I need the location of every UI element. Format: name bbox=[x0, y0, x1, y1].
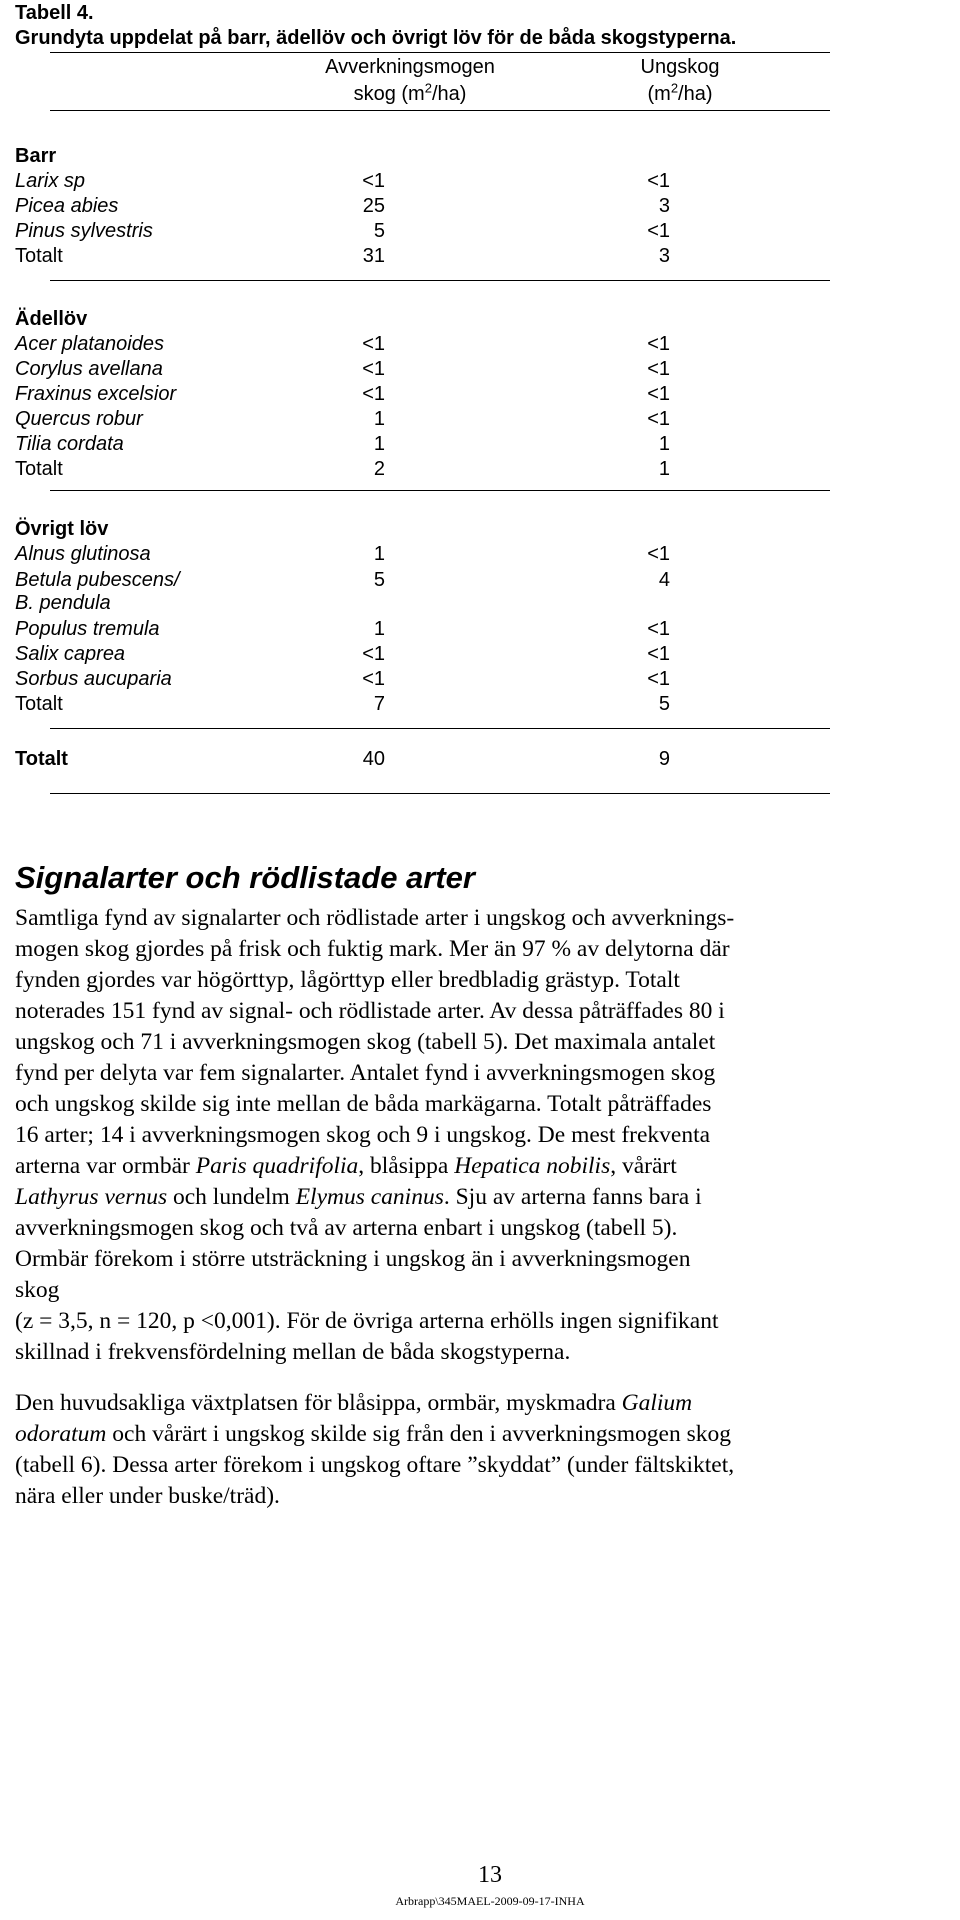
table-row-total: Totalt 31 3 bbox=[15, 245, 670, 267]
table-row: Acer platanoides <1 <1 bbox=[15, 333, 670, 355]
group-rule bbox=[50, 728, 830, 729]
column-header-mature-forest: Avverkningsmogen skog $(m^2/ha)$ bbox=[325, 56, 495, 105]
table-row-total: Totalt 7 5 bbox=[15, 693, 670, 715]
table-row: Sorbus aucuparia <1 <1 bbox=[15, 668, 670, 690]
header-rule bbox=[50, 110, 830, 111]
table-row: Fraxinus excelsior <1 <1 bbox=[15, 383, 670, 405]
table-row: Larix sp <1 <1 bbox=[15, 170, 670, 192]
group-rule bbox=[50, 280, 830, 281]
table-row-total: Totalt 2 1 bbox=[15, 458, 670, 480]
group-rule bbox=[50, 490, 830, 491]
table-caption-label: Tabell 4. bbox=[15, 2, 94, 24]
column-header-young-forest: Ungskog $(m^2/ha)$ bbox=[640, 56, 720, 105]
table-row: Betula pubescens/ B. pendula 5 4 bbox=[15, 569, 670, 614]
paragraph-2: Den huvudsakliga växtplatsen för blåsippa, ormbär, myskmadra Galium odoratum och vårärt i ungskog skilde sig från den i avverkningsmogen skog (tabell 6). Dessa arter förekom i ungskog oftare ”skyddat” (under fältskiktet, nära eller under buske/träd). bbox=[15, 1390, 735, 1509]
table-row: Alnus glutinosa 1 <1 bbox=[15, 543, 670, 565]
paragraph-1: Samtliga fynd av signalarter och rödlistade arter i ungskog och avverknings- mogen skog gjordes på frisk och fuktig mark. Mer än 97 % av delytorna där fynden gjordes var högörttyp, lågörttyp eller bredbladig grästyp. Totalt noterades 151 fynd av signal- och rödlistade arter. Av dessa påträffades 80 i ungskog och 71 i avverkningsmogen skog (tabell 5). Det maximala antalet fynd per delyta var fem signalarter. Antalet fynd i avverkningsmogen skog och ungskog skilde sig inte mellan de båda markägarna. Totalt påträffades 16 arter; 14 i avverkningsmogen skog och 9 i ungskog. De mest frekventa arterna var ormbär Paris quadrifolia, blåsippa Hepatica nobilis, vårärt Lathyrus vernus och lundelm Elymus caninus. Sju av arterna fanns bara i avverkningsmogen skog och två av arterna enbart i ungskog (tabell 5). Ormbär förekom i större utsträckning i ungskog än i avverkningsmogen skog (z = 3,5, n = 120, p <0,001). För de övriga arterna erhölls ingen signifikant skillnad i frekvensfördelning mellan de båda skogstyperna. bbox=[15, 905, 735, 1365]
table-row: Salix caprea <1 <1 bbox=[15, 643, 670, 665]
table-row: Quercus robur 1 <1 bbox=[15, 408, 670, 430]
file-reference: Arbrapp\345MAEL-2009-09-17-INHA bbox=[395, 1894, 585, 1908]
table-row: Picea abies 25 3 bbox=[15, 195, 670, 217]
section-title: Signalarter och rödlistade arter bbox=[15, 860, 475, 895]
group-title-ovrigt-lov: Övrigt löv bbox=[15, 518, 109, 540]
table-row-grand-total: Totalt 40 9 bbox=[15, 748, 670, 770]
table-caption-text: Grundyta uppdelat på barr, ädellöv och övrigt löv för de båda skogstyperna. bbox=[15, 27, 737, 49]
table-top-rule bbox=[50, 52, 830, 53]
table-row: Corylus avellana <1 <1 bbox=[15, 358, 670, 380]
group-title-barr: Barr bbox=[15, 145, 57, 167]
table-bottom-rule bbox=[50, 793, 830, 794]
table-row: Tilia cordata 1 1 bbox=[15, 433, 670, 455]
page-number: 13 bbox=[478, 1862, 502, 1888]
group-title-adellov: Ädellöv bbox=[15, 308, 88, 330]
table-row: Populus tremula 1 <1 bbox=[15, 618, 670, 640]
table-row: Pinus sylvestris 5 <1 bbox=[15, 220, 670, 242]
